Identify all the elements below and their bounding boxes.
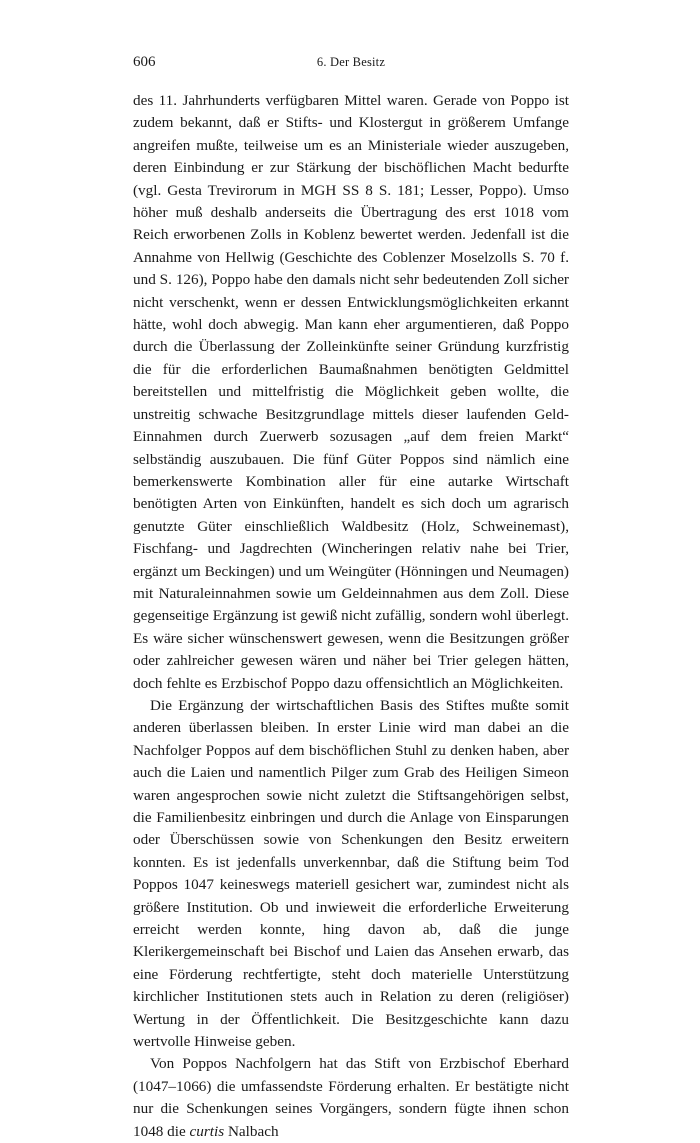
paragraph-2: Die Ergänzung der wirtschaftlichen Basis des Stiftes mußte somit anderen überlassen bleiben. In erster Linie wird man dabei an die Nachfolger Poppos auf dem bischöflichen Stuhl zu denken haben, aber auch die Laien und namentlich Pilger zum Grab des Heiligen Simeon waren angesprochen sowie nicht zuletzt die Stiftsangehörigen selbst, die Familienbesitz einbringen und durch die Anlage von Einsparungen oder Überschüssen sowie von Schenkungen den Besitz erweitern konnten. Es ist jedenfalls unverkennbar, daß die Stiftung beim Tod Poppos 1047 keineswegs materiell gesichert war, zumindest nicht als größere Institution. Ob und inwieweit die erforderliche Erweiterung erreicht werden konnte, hing davon ab, daß die junge Klerikergemeinschaft bei Bischof und Laien das Ansehen erwarb, das eine Förderung rechtfertigte, steht doch materielle Unterstützung kirchlicher Institutionen stets auch in Relation zu deren (religiöser) Wertung in der Öffentlichkeit. Die Besitzgeschichte kann dazu wertvolle Hinweise geben. <box>133 696 569 1051</box>
page-number: 606 <box>133 54 156 70</box>
body-text <box>133 90 569 1143</box>
paragraph-3 <box>133 1053 569 1143</box>
paragraph-1: des 11. Jahrhunderts verfügbaren Mittel waren. Gerade von Poppo ist zudem bekannt, daß er Stifts- und Klostergut in größerem Umfange angreifen mußte, teilweise um es an Ministeriale wieder auszugeben, deren Einbindung er zur Stärkung der bischöflichen Macht bedurfte (vgl. Gesta Trevirorum in MGH SS 8 S. 181; Lesser, Poppo). Umso höher muß deshalb anderseits die Übertragung des erst 1018 vom Reich erworbenen Zolls in Koblenz bewertet werden. Jedenfall ist die Annahme von Hellwig (Geschichte des Coblenzer Moselzolls S. 70 f. und S. 126), Poppo habe den damals nicht sehr bedeutenden Zoll sicher nicht verschenkt, wenn er dessen Entwicklungsmöglichkeiten erkannt hätte, wohl doch abwegig. Man kann eher argumentieren, daß Poppo durch die Überlassung der Zolleinkünfte seiner Gründung kurzfristig die für die erforderlichen Baumaßnahmen benötigten Geldmittel bereitstellen und mittelfristig die Möglichkeit geben wollte, die unstreitig schwache Besitzgrundlage mittels dieser laufenden Geld-Einnahmen durch Zuerwerb sozusagen „auf dem freien Markt“ selbständig auszubauen. Die fünf Güter Poppos sind nämlich eine bemerkenswerte Kombination aller für eine autarke Wirtschaft benötigten Arten von Einkünften, handelt es sich doch um agrarisch genutzte Güter einschließlich Waldbesitz (Holz, Schweinemast), Fischfang- und Jagdrechten (Wincheringen relativ nahe bei Trier, ergänzt um Beckingen) und um Weingüter (Hönningen und Neumagen) mit Naturaleinnahmen sowie um Geldeinnahmen aus dem Zoll. Diese gegenseitige Ergänzung ist gewiß nicht zufällig, sondern wohl überlegt. Es wäre sicher wünschenswert gewesen, wenn die Besitzungen größer oder zahlreicher gewesen wären und näher bei Trier gelegen hätten, doch fehlte es Erzbischof Poppo dazu offensichtlich an Möglichkeiten. <box>133 92 569 692</box>
book-page <box>133 0 569 1143</box>
trailing-word: Nalbach <box>227 1122 279 1140</box>
chapter-title: 6. Der Besitz <box>316 55 386 69</box>
running-head <box>133 52 569 72</box>
paragraph-3-text: Von Poppos Nachfolgern hat das Stift von Erzbischof Eberhard (1047–1066) die umfassendste Förderung erhalten. Er bestätigte nicht nur die Schenkungen seines Vorgängers, sondern fügte ihnen schon 1048 die <box>133 1055 569 1140</box>
italic-term: curtis <box>189 1122 225 1140</box>
